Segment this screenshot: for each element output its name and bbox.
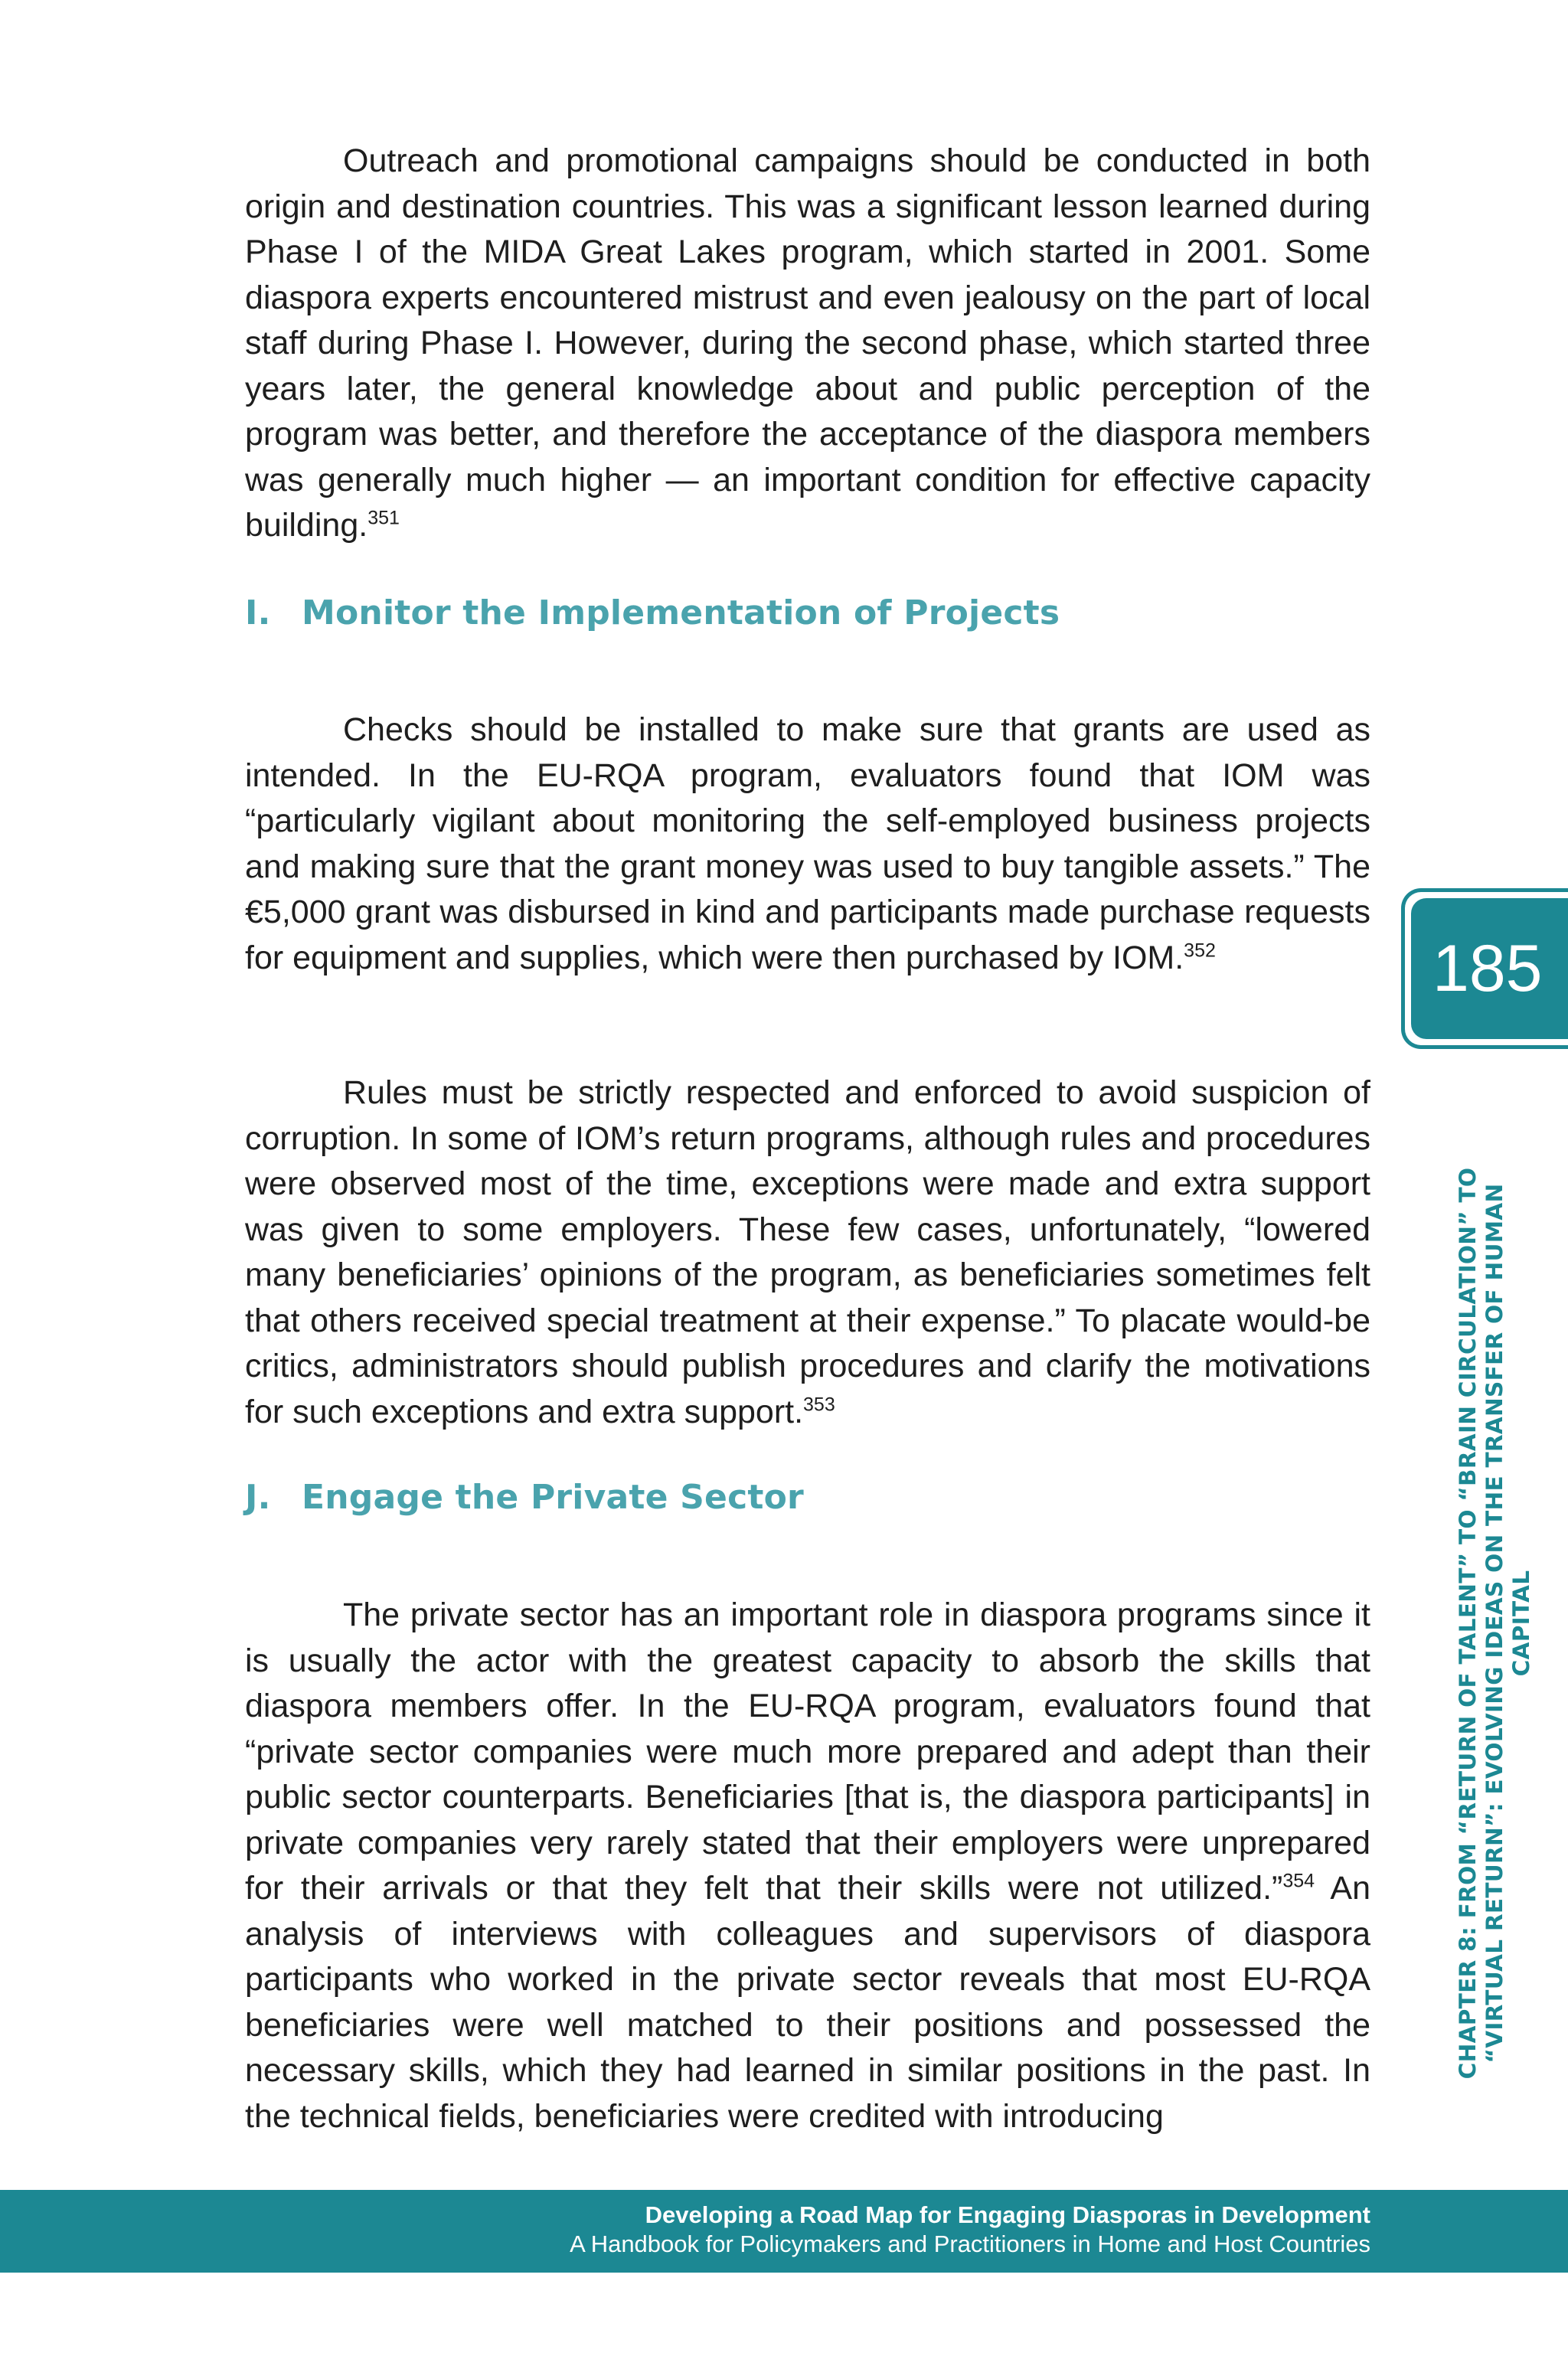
book-title: Developing a Road Map for Engaging Diasporas in Development (645, 2201, 1370, 2228)
footer-band (0, 2190, 1568, 2273)
footer-text (570, 2201, 1370, 2259)
paragraph-rules (245, 1070, 1370, 1435)
paragraph-checks (245, 708, 1370, 981)
section-heading-j (245, 1478, 804, 1517)
chapter-title-line-1: CHAPTER 8: FROM “RETURN OF TALENT” TO “BRAIN CIRCULATION” TO (1455, 1167, 1481, 2080)
paragraph-private-sector (245, 1593, 1370, 2139)
paragraph-text: The private sector has an important role in diaspora programs since it is usually the actor with the greatest capacity to absorb the skills that diaspora members offer. In the EU-RQA program, evaluators found that “private sector companies were much more prepared and adept than their public sector counterparts. Beneficiaries [that is, the diaspora participants] in private companies very rarely stated that their employers were unprepared for their arrivals or that they felt that their skills were not utilized.” (245, 1596, 1370, 1907)
chapter-title-line-2: “VIRTUAL RETURN”: EVOLVING IDEAS ON THE TRANSFER OF HUMAN CAPITAL (1481, 1183, 1534, 2064)
paragraph-text: Outreach and promotional campaigns should be conducted in both origin and destination countries. This was a significant lesson learned during Phase I of the MIDA Great Lakes program, which started in 2001. Some diaspora experts encountered mistrust and even jealousy on the part of local staff during Phase I. However, during the second phase, which started three years later, the general knowledge about and public perception of the program was better, and therefore the acceptance of the diaspora members was generally much higher — an important condition for effective capacity building. (245, 142, 1370, 544)
footnote-ref: 354 (1282, 1870, 1315, 1892)
footnote-ref: 352 (1184, 940, 1216, 962)
page-number-tab (1401, 888, 1568, 1049)
footnote-ref: 353 (803, 1394, 835, 1416)
chapter-title-block (1455, 1164, 1535, 2083)
section-title: Engage the Private Sector (302, 1478, 804, 1517)
book-subtitle: A Handbook for Policymakers and Practitioners in Home and Host Countries (570, 2230, 1370, 2257)
section-letter: I. (245, 593, 271, 632)
footnote-ref: 351 (368, 507, 400, 529)
paragraph-text: Checks should be installed to make sure that grants are used as intended. In the EU-RQA program, evaluators found that IOM was “particularly vigilant about monitoring the self-employed business projects and making sure that the grant money was used to buy tangible assets.” The €5,000 grant was disbursed in kind and participants made purchase requests for equipment and supplies, which were then purchased by IOM. (245, 711, 1370, 976)
paragraph-outreach (245, 139, 1370, 549)
section-heading-i (245, 593, 1060, 632)
paragraph-text-continued: An analysis of interviews with colleagues and supervisors of diaspora participants who worked in the private sector reveals that most EU-RQA beneficiaries were well matched to their positions and possessed the necessary skills, which they had learned in similar positions in the past. In the technical fields, beneficiaries were credited with introducing (245, 1870, 1371, 2135)
section-title: Monitor the Implementation of Projects (302, 593, 1060, 632)
page-number-badge (1411, 898, 1568, 1039)
section-letter: J. (245, 1478, 271, 1517)
paragraph-text: Rules must be strictly respected and enforced to avoid suspicion of corruption. In some of IOM’s return programs, although rules and procedures were observed most of the time, exceptions were made and extra support was given to some employers. These few cases, unfortunately, “lowered many beneficiaries’ opinions of the program, as beneficiaries sometimes felt that others received special treatment at their expense.” To placate would-be critics, administrators should publish procedures and clarify the motivations for such exceptions and extra support. (245, 1074, 1370, 1430)
page-number: 185 (1432, 931, 1543, 1005)
